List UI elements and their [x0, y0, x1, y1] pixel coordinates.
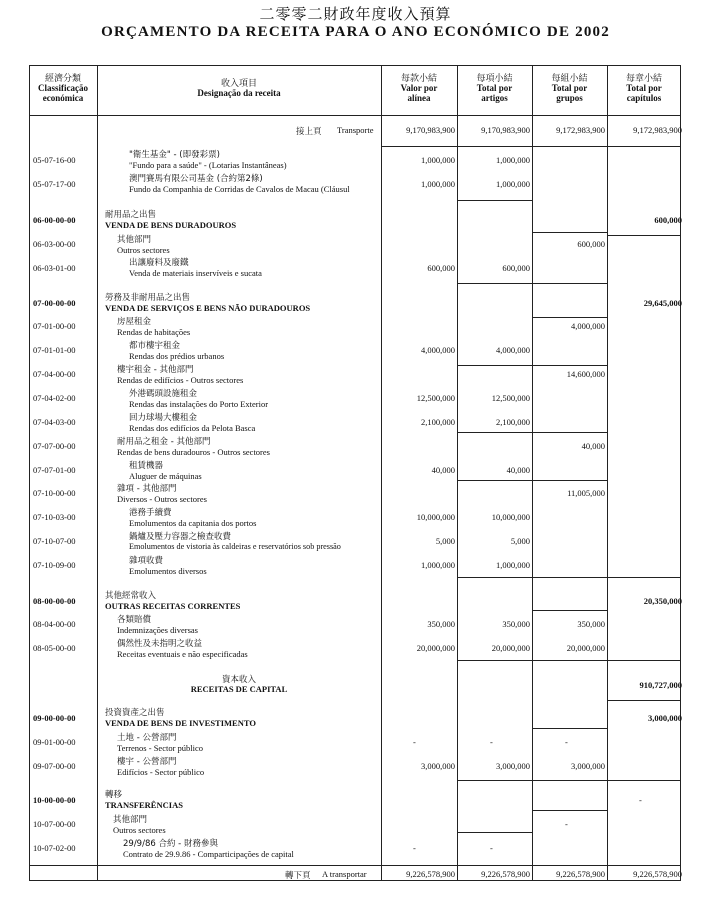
subtotal-rule: [532, 232, 607, 233]
row-label-zh: 樓宇 - 公營部門: [117, 757, 177, 767]
row-value: 29,645,000: [643, 298, 682, 308]
column-divider: [532, 65, 533, 881]
carry-forward-value: 9,226,578,900: [481, 869, 530, 879]
row-label-pt: Indemnizações diversas: [117, 625, 198, 635]
row-value: 3,000,000: [648, 713, 682, 723]
row-label-pt: Outros sectores: [113, 825, 166, 835]
row-label-pt: Emolumentos de vistoria às caldeiras e reservatórios sob pressão: [129, 542, 341, 551]
subtotal-rule: [607, 660, 681, 661]
row-label-pt: Rendas das instalações do Porto Exterior: [129, 399, 269, 409]
subtotal-rule: [607, 780, 681, 781]
row-code: 08-04-00-00: [33, 619, 76, 629]
row-label-pt: Receitas eventuais e não especificadas: [117, 649, 248, 659]
row-value: 20,000,000: [491, 643, 530, 653]
row-value: 1,000,000: [496, 179, 530, 189]
row-label-zh: 各類賠償: [117, 615, 152, 625]
row-value: 20,000,000: [416, 643, 455, 653]
row-label-pt: "Fundo para a saúde" - (Lotarias Instantâneas): [129, 160, 287, 170]
subtotal-rule: [457, 432, 532, 433]
row-value: 40,000: [431, 465, 455, 475]
transport-value: 9,172,983,900: [556, 125, 605, 135]
row-code: 07-00-00-00: [33, 298, 76, 308]
subtotal-rule: [457, 146, 532, 147]
row-value: -: [639, 795, 642, 805]
row-label-zh: 耐用品之租金 - 其他部門: [117, 437, 211, 447]
row-label-pt: Outros sectores: [117, 245, 170, 255]
row-label-pt: Rendas dos edifícios da Pelota Basca: [129, 423, 256, 433]
row-label-zh: 其他經常收入: [105, 591, 157, 601]
row-value: 1,000,000: [421, 560, 455, 570]
transport-value: 9,170,983,900: [481, 125, 530, 135]
header-total-per-capitulos: 每章小結 Total por capítulos: [625, 73, 662, 103]
row-value: 2,100,000: [421, 417, 455, 427]
row-label-pt: Fundo da Companhia de Corridas de Cavalos de Macau (Cláusul: [129, 184, 350, 194]
subtotal-rule: [532, 283, 607, 284]
row-label-pt: Venda de materiais inservíveis e sucata: [129, 268, 262, 278]
footer-divider: [29, 865, 681, 866]
row-value: 4,000,000: [571, 321, 605, 331]
subtotal-rule: [532, 610, 607, 611]
row-code: 07-07-00-00: [33, 441, 76, 451]
row-value: 5,000: [435, 536, 455, 546]
transport-label-pt: Transporte: [337, 125, 374, 135]
header-total-per-grupos: 每組小結 Total por grupos: [551, 73, 588, 103]
subtotal-rule: [457, 365, 532, 366]
row-value: 1,000,000: [421, 155, 455, 165]
row-code: 07-04-00-00: [33, 369, 76, 379]
column-divider: [607, 65, 608, 881]
row-code: 06-03-01-00: [33, 263, 76, 273]
row-code: 05-07-17-00: [33, 179, 76, 189]
subtotal-rule: [457, 200, 532, 201]
row-label-zh: "衛生基金" - (即發彩票): [129, 150, 220, 160]
subtotal-rule: [532, 146, 607, 147]
row-label-zh: 港務手續費: [129, 508, 172, 518]
row-value: -: [565, 819, 568, 829]
row-label-pt: Contrato de 29.9.86 - Comparticipações de capital: [123, 849, 294, 859]
subtotal-rule: [457, 480, 532, 481]
row-code: 10-07-00-00: [33, 819, 76, 829]
row-label-zh: 都市樓宇租金: [129, 341, 181, 351]
section-heading-zh: 資本收入: [221, 675, 256, 685]
subtotal-rule: [457, 577, 532, 578]
row-value: 11,005,000: [567, 488, 605, 498]
row-value: 600,000: [502, 263, 530, 273]
carry-forward-label-pt: A transportar: [322, 869, 367, 879]
row-code: 09-01-00-00: [33, 737, 76, 747]
row-label-zh: 其他部門: [117, 235, 152, 245]
row-label-zh: 出讓廢料及廢鐵: [129, 258, 189, 268]
row-label-zh: 投資資產之出售: [105, 708, 165, 718]
row-value: 600,000: [577, 239, 605, 249]
carry-forward-value: 9,226,578,900: [633, 869, 682, 879]
row-label-zh: 雜項收費: [129, 556, 164, 566]
row-value: -: [490, 843, 493, 853]
row-label-zh: 偶然性及未指明之收益: [117, 639, 203, 649]
row-code: 07-10-03-00: [33, 512, 76, 522]
row-value: 910,727,000: [639, 680, 682, 690]
row-value: 10,000,000: [416, 512, 455, 522]
column-divider: [97, 65, 98, 881]
row-value: 600,000: [654, 215, 682, 225]
row-value: 3,000,000: [571, 761, 605, 771]
row-code: 07-01-00-00: [33, 321, 76, 331]
row-label-pt: Terrenos - Sector público: [117, 743, 204, 753]
row-value: 12,500,000: [491, 393, 530, 403]
row-code: 07-10-00-00: [33, 488, 76, 498]
column-divider: [457, 65, 458, 881]
row-code: 09-00-00-00: [33, 713, 76, 723]
row-value: 4,000,000: [496, 345, 530, 355]
row-value: 20,350,000: [643, 596, 682, 606]
row-label-zh: 耐用品之出售: [105, 210, 157, 220]
subtotal-rule: [457, 780, 532, 781]
header-designation: 收入項目 Designação da receita: [197, 78, 281, 98]
subtotal-rule: [532, 780, 607, 781]
row-label-pt: OUTRAS RECEITAS CORRENTES: [105, 601, 241, 611]
subtotal-rule: [607, 577, 681, 578]
row-code: 08-00-00-00: [33, 596, 76, 606]
row-value: 12,500,000: [416, 393, 455, 403]
subtotal-rule: [607, 700, 681, 701]
section-heading-pt: RECEITAS DE CAPITAL: [190, 684, 288, 694]
row-label-zh: 勞務及非耐用品之出售: [105, 293, 191, 303]
row-label-zh: 外港碼頭設施租金: [129, 389, 198, 399]
column-divider: [381, 65, 382, 881]
row-value: -: [413, 843, 416, 853]
header-total-per-artigos: 每項小結 Total por artigos: [476, 73, 513, 103]
row-value: 10,000,000: [491, 512, 530, 522]
row-value: 350,000: [577, 619, 605, 629]
row-label-pt: Rendas de edifícios - Outros sectores: [117, 375, 244, 385]
subtotal-rule: [532, 810, 607, 811]
row-value: 350,000: [502, 619, 530, 629]
row-label-pt: Diversos - Outros sectores: [117, 494, 207, 504]
row-code: 10-07-02-00: [33, 843, 76, 853]
row-value: 3,000,000: [496, 761, 530, 771]
row-label-zh: 樓宇租金 - 其他部門: [117, 365, 194, 375]
row-code: 07-01-01-00: [33, 345, 76, 355]
row-label-pt: TRANSFERÊNCIAS: [105, 800, 183, 810]
header-divider: [29, 115, 681, 116]
row-label-zh: 轉移: [105, 790, 123, 800]
row-code: 09-07-00-00: [33, 761, 76, 771]
row-label-pt: VENDA DE BENS DE INVESTIMENTO: [105, 718, 256, 728]
transport-value: 9,172,983,900: [633, 125, 682, 135]
row-label-zh: 29/9/86 合約 - 財務參與: [123, 839, 218, 849]
subtotal-rule: [607, 146, 681, 147]
row-code: 05-07-16-00: [33, 155, 76, 165]
row-code: 08-05-00-00: [33, 643, 76, 653]
transport-value: 9,170,983,900: [406, 125, 455, 135]
row-value: -: [565, 737, 568, 747]
row-value: 4,000,000: [421, 345, 455, 355]
carry-forward-value: 9,226,578,900: [406, 869, 455, 879]
row-code: 06-03-00-00: [33, 239, 76, 249]
row-value: 1,000,000: [496, 155, 530, 165]
row-value: 40,000: [506, 465, 530, 475]
row-label-pt: Rendas de habitações: [117, 327, 191, 337]
row-value: 14,600,000: [566, 369, 605, 379]
subtotal-rule: [532, 432, 607, 433]
row-label-pt: Edifícios - Sector público: [117, 767, 205, 777]
subtotal-rule: [532, 480, 607, 481]
row-code: 07-10-07-00: [33, 536, 76, 546]
row-value: 2,100,000: [496, 417, 530, 427]
row-code: 07-04-03-00: [33, 417, 76, 427]
subtotal-rule: [532, 728, 607, 729]
subtotal-rule: [532, 577, 607, 578]
row-label-zh: 其他部門: [113, 815, 148, 825]
row-code: 07-10-09-00: [33, 560, 76, 570]
row-label-pt: VENDA DE SERVIÇOS E BENS NÃO DURADOUROS: [105, 303, 311, 313]
row-code: 10-00-00-00: [33, 795, 76, 805]
subtotal-rule: [457, 283, 532, 284]
row-value: -: [490, 737, 493, 747]
row-label-zh: 鍋爐及壓力容器之檢查收費: [129, 532, 232, 542]
header-classification: 經濟分類 Classificação económica: [38, 73, 88, 103]
transport-label-zh: 接上頁: [296, 127, 322, 137]
subtotal-rule: [532, 365, 607, 366]
row-value: 40,000: [581, 441, 605, 451]
row-label-pt: Aluguer de máquinas: [129, 471, 202, 481]
row-label-zh: 雜項 - 其他部門: [117, 484, 177, 494]
row-label-pt: Rendas de bens duradouros - Outros sectores: [117, 447, 270, 457]
row-label-zh: 土地 - 公營部門: [117, 733, 177, 743]
row-label-pt: Emolumentos diversos: [129, 566, 207, 576]
row-label-pt: Rendas dos prédios urbanos: [129, 351, 225, 361]
row-label-zh: 回力球場大樓租金: [129, 413, 198, 423]
subtotal-rule: [457, 660, 532, 661]
row-value: 1,000,000: [421, 179, 455, 189]
subtotal-rule: [381, 146, 457, 147]
subtotal-rule: [532, 660, 607, 661]
page-title-portuguese: ORÇAMENTO DA RECEITA PARA O ANO ECONÓMICO DE 2002: [101, 24, 610, 40]
carry-forward-label-zh: 轉下頁: [285, 871, 311, 881]
page-title-chinese: 二零零二財政年度收入預算: [259, 5, 452, 23]
row-label-pt: Emolumentos da capitania dos portos: [129, 518, 257, 528]
row-code: 06-00-00-00: [33, 215, 76, 225]
subtotal-rule: [607, 235, 681, 236]
subtotal-rule: [457, 832, 532, 833]
row-value: 3,000,000: [421, 761, 455, 771]
row-code: 07-07-01-00: [33, 465, 76, 475]
row-value: 1,000,000: [496, 560, 530, 570]
carry-forward-value: 9,226,578,900: [556, 869, 605, 879]
row-label-pt: VENDA DE BENS DURADOUROS: [105, 220, 237, 230]
row-label-zh: 澳門賽馬有限公司基金 (合約第2條): [129, 174, 263, 184]
subtotal-rule: [532, 317, 607, 318]
row-value: 350,000: [427, 619, 455, 629]
row-value: 20,000,000: [566, 643, 605, 653]
row-value: -: [413, 737, 416, 747]
header-value-per-alinea: 每款小結 Valor por alínea: [400, 73, 438, 103]
row-value: 600,000: [427, 263, 455, 273]
row-label-zh: 租賃機器: [129, 461, 164, 471]
row-label-zh: 房屋租金: [117, 317, 152, 327]
row-value: 5,000: [510, 536, 530, 546]
row-code: 07-04-02-00: [33, 393, 76, 403]
